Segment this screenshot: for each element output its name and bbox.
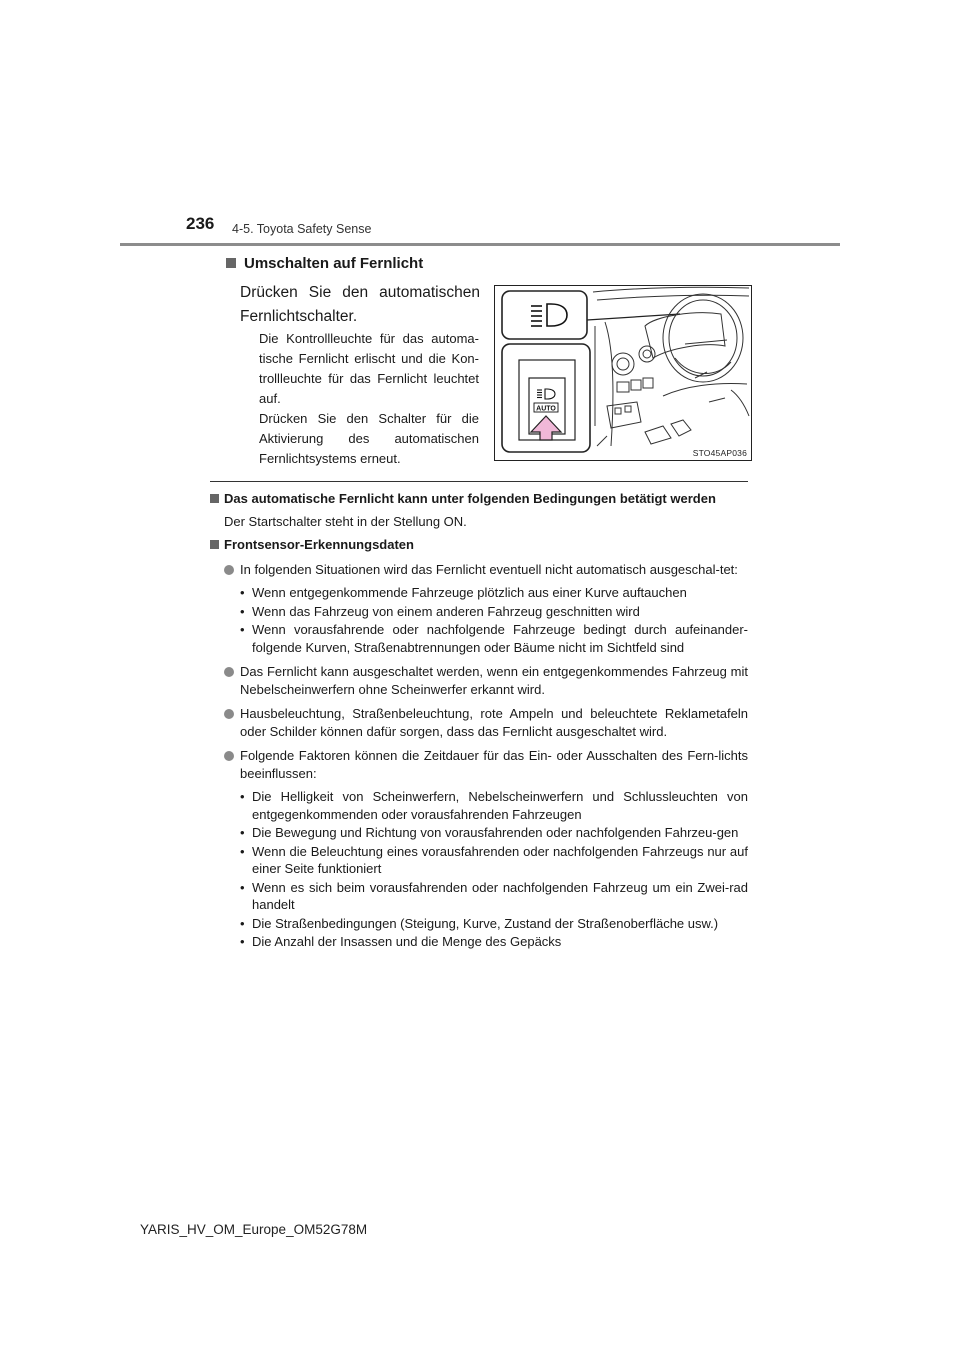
main-heading [226,255,423,272]
circle-bullet-icon [224,667,234,677]
footer-doc-id: YARIS_HV_OM_Europe_OM52G78M [140,1222,368,1237]
dot-bullet-icon: • [240,879,245,895]
section-title: 4-5. Toyota Safety Sense [232,222,372,236]
dot-bullet-icon: • [240,843,245,859]
list-item-text: In folgenden Situationen wird das Fernlicht eventuell nicht automatisch ausgeschal-tet: [240,561,738,577]
sub-list-item-text: Wenn entgegenkommende Fahrzeuge plötzlich aus einer Kurve auftauchen [252,585,687,600]
dashboard-illustration [495,286,751,460]
list-item-text: Hausbeleuchtung, Straßenbeleuchtung, rote Ampeln und beleuchtete Reklametafeln oder Schilder können dafür sorgen, dass das Fernlicht ausgeschaltet wird. [240,706,748,739]
sub-list-item-text: Die Straßenbedingungen (Steigung, Kurve, Zustand der Straßenoberfläche usw.) [252,915,719,931]
sub-list-item-text: Die Bewegung und Richtung von vorausfahrenden oder nachfolgenden Fahrzeu-gen [252,825,739,840]
sub-list-item [210,788,748,823]
sub-list-item [210,933,748,951]
sensor-heading [210,536,748,554]
sub-list-item-text: Die Anzahl der Insassen und die Menge des Gepäcks [252,934,562,949]
sub-list-item [210,621,748,656]
circle-bullet-icon [224,751,234,761]
condition-heading [210,490,748,508]
sub-list-item [210,915,748,933]
list-item [210,561,748,579]
page-number: 236 [186,214,215,233]
info-section [210,490,748,955]
dot-bullet-icon: • [240,585,245,600]
sub-list-item-text: Die Helligkeit von Scheinwerfern, Nebelscheinwerfern und Schlussleuchten von entgegenkommenden oder vorausfahrenden Fahrzeugen [252,789,748,822]
list-item [210,705,748,740]
condition-heading-text: Das automatische Fernlicht kann unter folgenden Bedingungen betätigt werden [224,491,716,506]
dot-bullet-icon: • [240,934,245,949]
sub-list-item [210,603,748,621]
note-indicator: Die Kontrollleuchte für das automa-tische Fernlicht erlischt und die Kon-trollleuchte für das Fernlicht leuchtet auf. [259,331,479,406]
list-item-text: Das Fernlicht kann ausgeschaltet werden, wenn ein entgegenkommendes Fahrzeug mit Nebelscheinwerfern ohne Scheinwerfer erkannt wird. [240,664,748,697]
instruction-text: Drücken Sie den automatischen Fernlichtschalter. [240,284,480,325]
sub-list [210,788,748,951]
dot-bullet-icon: • [240,825,245,840]
header-rule [120,243,840,246]
main-heading-text: Umschalten auf Fernlicht [244,255,424,272]
sensor-heading-text: Frontsensor-Erkennungsdaten [224,537,414,552]
sub-list-item [210,584,748,602]
dashboard-sketch [593,287,749,446]
section-divider [210,481,748,482]
sub-list-item [210,824,748,842]
illustration [494,285,752,461]
list-item-text: Folgende Faktoren können die Zeitdauer für das Ein- oder Ausschalten des Fern-lichts beeinflussen: [240,748,748,781]
sub-list-item-text: Wenn die Beleuchtung eines vorausfahrenden oder nachfolgenden Fahrzeugs nur auf einer Seite funktioniert [252,843,748,876]
sub-list-item [210,879,748,914]
auto-label: AUTO [536,405,556,413]
circle-bullet-icon [224,709,234,719]
condition-text: Der Startschalter steht in der Stellung ON. [224,513,467,529]
list-item [210,663,748,698]
circle-bullet-icon [224,565,234,575]
square-bullet-icon [210,494,219,503]
sub-list-item-text: Wenn es sich beim vorausfahrenden oder nachfolgenden Fahrzeug um ein Zwei-rad handelt [252,879,748,912]
square-bullet-icon [226,258,236,268]
dot-bullet-icon: • [240,622,245,637]
dot-bullet-icon: • [240,603,245,619]
list-item [210,747,748,782]
sub-list-item [210,843,748,878]
dot-bullet-icon: • [240,789,245,804]
sub-list [210,584,748,656]
square-bullet-icon [210,540,219,549]
sub-list-item-text: Wenn vorausfahrende oder nachfolgende Fahrzeuge bedingt durch aufeinander-folgende Kurven, Straßenabtrennungen oder Bäume nicht im Sichtfeld sind [252,622,748,655]
dot-bullet-icon: • [240,915,245,931]
figure-code: STO45AP036 [692,448,747,458]
sub-list-item-text: Wenn das Fahrzeug von einem anderen Fahrzeug geschnitten wird [252,603,640,619]
note-repeat: Drücken Sie den Schalter für die Aktivierung des automatischen Fernlichtsystems erneut. [259,411,479,466]
